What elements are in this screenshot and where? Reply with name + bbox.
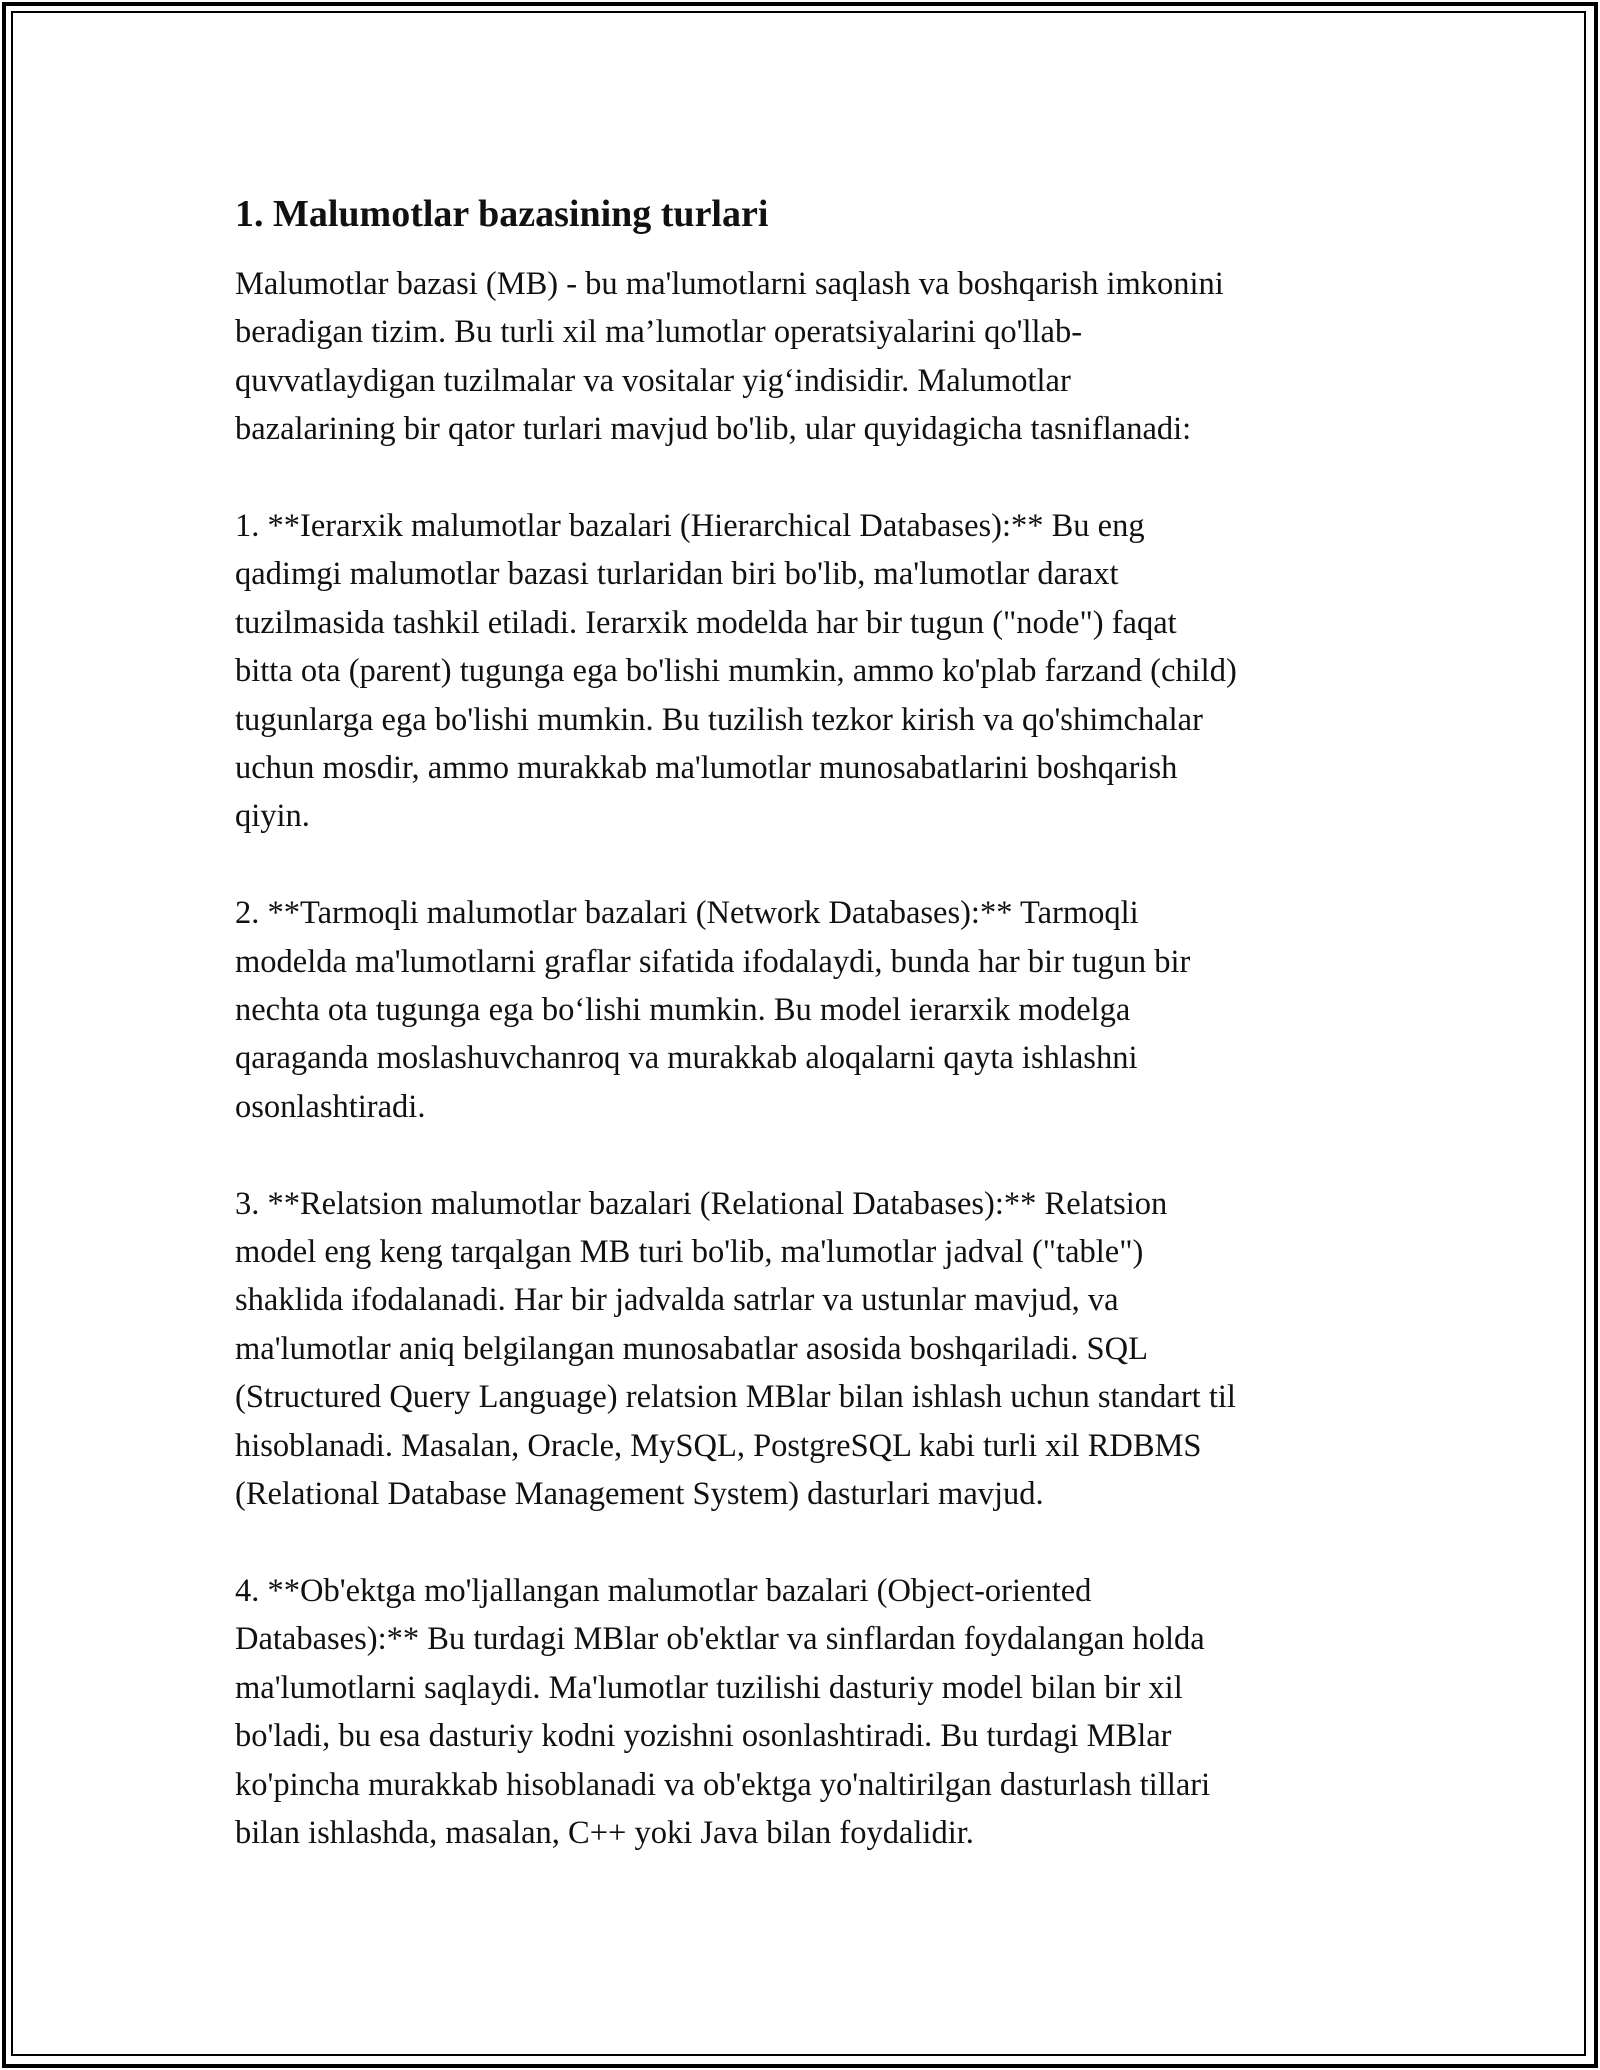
document-title: 1. Malumotlar bazasining turlari — [235, 193, 769, 235]
intro-paragraph: Malumotlar bazasi (MB) - bu ma'lumotlarni saqlash va boshqarish imkonini beradigan tizim. Bu turli xil ma’lumotlar operatsiyalarini qo'llab- quvvatlaydigan tuzilmalar va vositalar yig‘indisidir. Malumotlar bazalarining bir qator turlari mavjud bo'lib, ular quyidagicha tasniflanadi: — [235, 266, 1224, 448]
paragraph-hierarchical-databases: 1. **Ierarxik malumotlar bazalari (Hierarchical Databases):** Bu eng qadimgi malumotlar bazasi turlaridan biri bo'lib, ma'lumotlar daraxt tuzilmasida tashkil etiladi. Ierarxik modelda har bir tugun ("node") faqat bitta ota (parent) tugunga ega bo'lishi mumkin, ammo ko'plab farzand (child) tugunlarga ega bo'lishi mumkin. Bu tuzilish tezkor kirish va qo'shimchalar uchun mosdir, ammo murakkab ma'lumotlar munosabatlarini boshqarish qiyin. — [235, 508, 1237, 835]
paragraph-object-oriented-databases: 4. **Ob'ektga mo'ljallangan malumotlar bazalari (Object-oriented Databases):** Bu turdagi MBlar ob'ektlar va sinflardan foydalangan holda ma'lumotlarni saqlaydi. Ma'lumotlar tuzilishi dasturiy model bilan bir xil bo'ladi, bu esa dasturiy kodni yozishni osonlashtiradi. Bu turdagi MBlar ko'pincha murakkab hisoblanadi va ob'ektga yo'naltirilgan dasturlash tillari bilan ishlashda, masalan, C++ yoki Java bilan foydalidir. — [235, 1572, 1211, 1851]
document-body — [235, 186, 1375, 1857]
paragraph-network-databases: 2. **Tarmoqli malumotlar bazalari (Network Databases):** Tarmoqli modelda ma'lumotlarni graflar sifatida ifodalaydi, bunda har bir tugun bir nechta ota tugunga ega bo‘lishi mumkin. Bu model ierarxik modelga qaraganda moslashuvchanroq va murakkab aloqalarni qayta ishlashni osonlashtiradi. — [235, 895, 1191, 1125]
paragraph-relational-databases: 3. **Relatsion malumotlar bazalari (Relational Databases):** Relatsion model eng keng tarqalgan MB turi bo'lib, ma'lumotlar jadval ("table") shaklida ifodalanadi. Har bir jadvalda satrlar va ustunlar mavjud, va ma'lumotlar aniq belgilangan munosabatlar asosida boshqariladi. SQL (Structured Query Language) relatsion MBlar bilan ishlash uchun standart til hisoblanadi. Masalan, Oracle, MySQL, PostgreSQL kabi turli xil RDBMS (Relational Database Management System) dasturlari mavjud. — [235, 1185, 1236, 1513]
